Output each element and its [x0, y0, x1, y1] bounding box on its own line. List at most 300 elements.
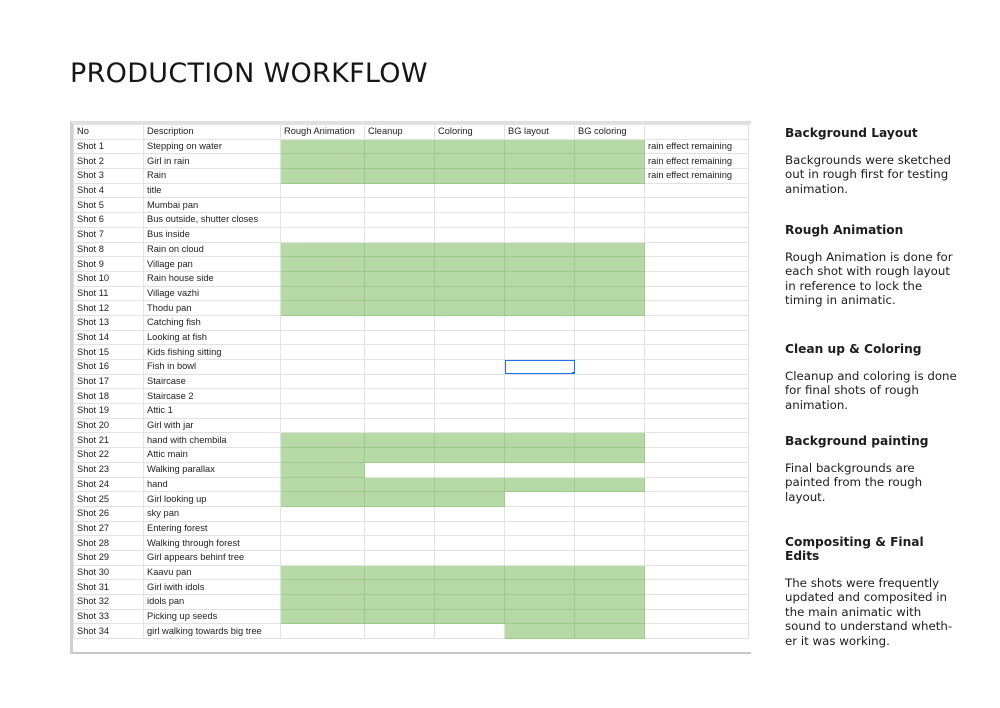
status-cell[interactable]: [435, 609, 505, 624]
status-cell[interactable]: [365, 257, 435, 272]
status-cell[interactable]: [281, 389, 365, 404]
status-cell[interactable]: [435, 139, 505, 154]
description-cell[interactable]: Girl looking up: [144, 492, 281, 507]
table-row: [74, 345, 749, 360]
status-cell[interactable]: [281, 462, 365, 477]
status-cell[interactable]: [505, 609, 575, 624]
status-cell[interactable]: [365, 477, 435, 492]
status-cell[interactable]: [365, 271, 435, 286]
status-cell[interactable]: [281, 139, 365, 154]
remark-cell[interactable]: [645, 462, 749, 477]
status-cell[interactable]: [365, 521, 435, 536]
status-cell[interactable]: [365, 154, 435, 169]
status-cell[interactable]: [575, 315, 645, 330]
status-cell[interactable]: [505, 492, 575, 507]
status-cell[interactable]: [575, 242, 645, 257]
table-row: [74, 433, 749, 448]
remark-cell[interactable]: [645, 404, 749, 419]
shot-number-cell[interactable]: Shot 5: [74, 198, 144, 213]
status-cell[interactable]: [281, 242, 365, 257]
status-cell[interactable]: [575, 595, 645, 610]
status-cell[interactable]: [575, 506, 645, 521]
status-cell[interactable]: [435, 183, 505, 198]
remark-cell[interactable]: [645, 624, 749, 639]
note-body: Rough Animation is done for each shot with rough layout in reference to lock the timing in animatic.: [785, 250, 953, 308]
note-heading: Compositing & Final Edits: [785, 535, 924, 563]
status-cell[interactable]: [281, 315, 365, 330]
description-cell[interactable]: Mumbai pan: [144, 198, 281, 213]
description-cell[interactable]: title: [144, 183, 281, 198]
status-cell[interactable]: [281, 492, 365, 507]
remark-cell[interactable]: [645, 374, 749, 389]
description-cell[interactable]: Staircase 2: [144, 389, 281, 404]
status-cell[interactable]: [281, 536, 365, 551]
status-cell[interactable]: [505, 169, 575, 184]
remark-cell[interactable]: [645, 418, 749, 433]
status-cell[interactable]: [575, 374, 645, 389]
table-row: [74, 477, 749, 492]
status-cell[interactable]: [281, 374, 365, 389]
status-cell[interactable]: [365, 198, 435, 213]
status-cell[interactable]: [575, 213, 645, 228]
shot-number-cell[interactable]: Shot 32: [74, 595, 144, 610]
status-cell[interactable]: [435, 345, 505, 360]
status-cell[interactable]: [505, 227, 575, 242]
status-cell[interactable]: [575, 580, 645, 595]
status-cell[interactable]: [365, 565, 435, 580]
status-cell[interactable]: [435, 286, 505, 301]
description-cell[interactable]: Walking through forest: [144, 536, 281, 551]
description-cell[interactable]: idols pan: [144, 595, 281, 610]
status-cell[interactable]: [575, 330, 645, 345]
description-cell[interactable]: Rain: [144, 169, 281, 184]
description-cell[interactable]: Catching fish: [144, 315, 281, 330]
shot-number-cell[interactable]: Shot 3: [74, 169, 144, 184]
column-header[interactable]: Description: [144, 125, 281, 140]
status-cell[interactable]: [281, 257, 365, 272]
status-cell[interactable]: [365, 389, 435, 404]
status-cell[interactable]: [505, 624, 575, 639]
shot-number-cell[interactable]: Shot 29: [74, 550, 144, 565]
status-cell[interactable]: [505, 315, 575, 330]
shot-number-cell[interactable]: Shot 16: [74, 360, 144, 375]
status-cell[interactable]: [281, 477, 365, 492]
status-cell[interactable]: [575, 227, 645, 242]
table-row: [74, 565, 749, 580]
remark-cell[interactable]: [645, 448, 749, 463]
remark-cell[interactable]: [645, 550, 749, 565]
shot-number-cell[interactable]: Shot 33: [74, 609, 144, 624]
status-cell[interactable]: [505, 404, 575, 419]
remark-cell[interactable]: [645, 330, 749, 345]
status-cell[interactable]: [505, 183, 575, 198]
status-cell[interactable]: [505, 536, 575, 551]
description-cell[interactable]: Looking at fish: [144, 330, 281, 345]
status-cell[interactable]: [365, 183, 435, 198]
column-header[interactable]: Cleanup: [365, 125, 435, 140]
shot-number-cell[interactable]: Shot 7: [74, 227, 144, 242]
note-heading: Clean up & Coloring: [785, 342, 922, 356]
status-cell[interactable]: [365, 609, 435, 624]
table-row: [74, 595, 749, 610]
remark-cell[interactable]: [645, 198, 749, 213]
remark-cell[interactable]: [645, 345, 749, 360]
production-spreadsheet[interactable]: [70, 121, 751, 654]
status-cell[interactable]: [435, 550, 505, 565]
description-cell[interactable]: Staircase: [144, 374, 281, 389]
status-cell[interactable]: [281, 506, 365, 521]
table-row: [74, 492, 749, 507]
status-cell[interactable]: [365, 433, 435, 448]
column-header[interactable]: [645, 125, 749, 140]
note-body: Cleanup and coloring is done for final shots of rough animation.: [785, 369, 957, 412]
status-cell[interactable]: [505, 565, 575, 580]
status-cell[interactable]: [435, 448, 505, 463]
status-cell[interactable]: [575, 448, 645, 463]
shot-number-cell[interactable]: Shot 10: [74, 271, 144, 286]
remark-cell[interactable]: [645, 536, 749, 551]
status-cell[interactable]: [505, 242, 575, 257]
status-cell[interactable]: [575, 301, 645, 316]
status-cell[interactable]: [281, 404, 365, 419]
status-cell[interactable]: [365, 315, 435, 330]
status-cell[interactable]: [365, 139, 435, 154]
status-cell[interactable]: [435, 580, 505, 595]
table-row: [74, 550, 749, 565]
remark-cell[interactable]: [645, 521, 749, 536]
status-cell[interactable]: [281, 301, 365, 316]
remark-cell[interactable]: [645, 242, 749, 257]
column-header[interactable]: No: [74, 125, 144, 140]
status-cell[interactable]: [281, 169, 365, 184]
shot-number-cell[interactable]: Shot 8: [74, 242, 144, 257]
status-cell[interactable]: [505, 433, 575, 448]
status-cell[interactable]: [575, 404, 645, 419]
remark-cell[interactable]: rain effect remaining: [645, 139, 749, 154]
remark-cell[interactable]: [645, 227, 749, 242]
status-cell[interactable]: [435, 492, 505, 507]
status-cell[interactable]: [505, 257, 575, 272]
shot-number-cell[interactable]: Shot 26: [74, 506, 144, 521]
status-cell[interactable]: [575, 198, 645, 213]
status-cell[interactable]: [505, 550, 575, 565]
status-cell[interactable]: [365, 624, 435, 639]
remark-cell[interactable]: [645, 271, 749, 286]
status-cell[interactable]: [435, 404, 505, 419]
description-cell[interactable]: hand: [144, 477, 281, 492]
status-cell[interactable]: [505, 345, 575, 360]
shot-number-cell[interactable]: Shot 23: [74, 462, 144, 477]
shot-number-cell[interactable]: Shot 21: [74, 433, 144, 448]
column-header[interactable]: BG layout: [505, 125, 575, 140]
status-cell[interactable]: [435, 198, 505, 213]
remark-cell[interactable]: [645, 492, 749, 507]
status-cell[interactable]: [575, 169, 645, 184]
remark-cell[interactable]: [645, 389, 749, 404]
remark-cell[interactable]: [645, 213, 749, 228]
remark-cell[interactable]: [645, 506, 749, 521]
status-cell[interactable]: [281, 624, 365, 639]
status-cell[interactable]: [365, 227, 435, 242]
status-cell[interactable]: [281, 183, 365, 198]
description-cell[interactable]: Rain house side: [144, 271, 281, 286]
status-cell[interactable]: [505, 301, 575, 316]
shot-number-cell[interactable]: Shot 30: [74, 565, 144, 580]
remark-cell[interactable]: [645, 565, 749, 580]
shot-number-cell[interactable]: Shot 13: [74, 315, 144, 330]
status-cell[interactable]: [365, 213, 435, 228]
description-cell[interactable]: Stepping on water: [144, 139, 281, 154]
status-cell[interactable]: [575, 477, 645, 492]
status-cell[interactable]: [435, 227, 505, 242]
status-cell[interactable]: [505, 448, 575, 463]
status-cell[interactable]: [281, 286, 365, 301]
status-cell[interactable]: [505, 271, 575, 286]
shot-number-cell[interactable]: Shot 6: [74, 213, 144, 228]
status-cell[interactable]: [435, 565, 505, 580]
status-cell[interactable]: [281, 360, 365, 375]
status-cell[interactable]: [575, 492, 645, 507]
description-cell[interactable]: girl walking towards big tree: [144, 624, 281, 639]
status-cell[interactable]: [505, 286, 575, 301]
description-cell[interactable]: hand with chembila: [144, 433, 281, 448]
status-cell[interactable]: [505, 360, 575, 375]
status-cell[interactable]: [505, 521, 575, 536]
status-cell[interactable]: [505, 580, 575, 595]
description-cell[interactable]: Picking up seeds: [144, 609, 281, 624]
shot-number-cell[interactable]: Shot 25: [74, 492, 144, 507]
status-cell[interactable]: [435, 169, 505, 184]
status-cell[interactable]: [281, 521, 365, 536]
shot-number-cell[interactable]: Shot 22: [74, 448, 144, 463]
status-cell[interactable]: [575, 624, 645, 639]
remark-cell[interactable]: [645, 183, 749, 198]
status-cell[interactable]: [575, 536, 645, 551]
table-row: [74, 301, 749, 316]
status-cell[interactable]: [365, 595, 435, 610]
status-cell[interactable]: [365, 418, 435, 433]
shot-number-cell[interactable]: Shot 11: [74, 286, 144, 301]
status-cell[interactable]: [281, 433, 365, 448]
status-cell[interactable]: [365, 169, 435, 184]
status-cell[interactable]: [575, 418, 645, 433]
status-cell[interactable]: [575, 139, 645, 154]
description-cell[interactable]: Village pan: [144, 257, 281, 272]
shot-number-cell[interactable]: Shot 15: [74, 345, 144, 360]
status-cell[interactable]: [365, 506, 435, 521]
status-cell[interactable]: [435, 433, 505, 448]
status-cell[interactable]: [575, 462, 645, 477]
description-cell[interactable]: Kaavu pan: [144, 565, 281, 580]
remark-cell[interactable]: [645, 360, 749, 375]
status-cell[interactable]: [435, 624, 505, 639]
status-cell[interactable]: [575, 521, 645, 536]
status-cell[interactable]: [505, 418, 575, 433]
remark-cell[interactable]: [645, 315, 749, 330]
status-cell[interactable]: [575, 286, 645, 301]
shot-number-cell[interactable]: Shot 12: [74, 301, 144, 316]
description-cell[interactable]: Girl with jar: [144, 418, 281, 433]
description-cell[interactable]: Girl iwith idols: [144, 580, 281, 595]
status-cell[interactable]: [435, 271, 505, 286]
status-cell[interactable]: [365, 242, 435, 257]
status-cell[interactable]: [575, 183, 645, 198]
status-cell[interactable]: [505, 462, 575, 477]
status-cell[interactable]: [365, 360, 435, 375]
status-cell[interactable]: [575, 609, 645, 624]
status-cell[interactable]: [435, 154, 505, 169]
status-cell[interactable]: [281, 227, 365, 242]
status-cell[interactable]: [575, 550, 645, 565]
status-cell[interactable]: [435, 330, 505, 345]
description-cell[interactable]: Thodu pan: [144, 301, 281, 316]
status-cell[interactable]: [505, 595, 575, 610]
status-cell[interactable]: [281, 345, 365, 360]
shot-number-cell[interactable]: Shot 2: [74, 154, 144, 169]
status-cell[interactable]: [281, 198, 365, 213]
status-cell[interactable]: [281, 271, 365, 286]
status-cell[interactable]: [505, 154, 575, 169]
status-cell[interactable]: [505, 477, 575, 492]
status-cell[interactable]: [281, 330, 365, 345]
status-cell[interactable]: [435, 595, 505, 610]
remark-cell[interactable]: rain effect remaining: [645, 169, 749, 184]
shot-number-cell[interactable]: Shot 9: [74, 257, 144, 272]
status-cell[interactable]: [575, 389, 645, 404]
remark-cell[interactable]: [645, 433, 749, 448]
status-cell[interactable]: [435, 315, 505, 330]
remark-cell[interactable]: [645, 477, 749, 492]
status-cell[interactable]: [435, 506, 505, 521]
note-body: The shots were frequently updated and composited in the main animatic with sound to understand wheth-er it was working.: [785, 576, 953, 648]
description-cell[interactable]: Girl in rain: [144, 154, 281, 169]
status-cell[interactable]: [365, 492, 435, 507]
shot-number-cell[interactable]: Shot 27: [74, 521, 144, 536]
description-cell[interactable]: Walking parallax: [144, 462, 281, 477]
status-cell[interactable]: [435, 389, 505, 404]
shot-number-cell[interactable]: Shot 19: [74, 404, 144, 419]
description-cell[interactable]: Attic 1: [144, 404, 281, 419]
remark-cell[interactable]: [645, 595, 749, 610]
status-cell[interactable]: [365, 301, 435, 316]
shot-number-cell[interactable]: Shot 28: [74, 536, 144, 551]
status-cell[interactable]: [365, 580, 435, 595]
remark-cell[interactable]: [645, 580, 749, 595]
shot-number-cell[interactable]: Shot 34: [74, 624, 144, 639]
table-row: [74, 198, 749, 213]
note-section: [785, 126, 960, 196]
status-cell[interactable]: [575, 154, 645, 169]
status-cell[interactable]: [435, 242, 505, 257]
description-cell[interactable]: Kids fishing sitting: [144, 345, 281, 360]
status-cell[interactable]: [435, 374, 505, 389]
status-cell[interactable]: [281, 213, 365, 228]
remark-cell[interactable]: rain effect remaining: [645, 154, 749, 169]
shot-number-cell[interactable]: Shot 31: [74, 580, 144, 595]
status-cell[interactable]: [575, 565, 645, 580]
column-header[interactable]: Rough Animation: [281, 125, 365, 140]
status-cell[interactable]: [365, 345, 435, 360]
status-cell[interactable]: [281, 550, 365, 565]
shot-number-cell[interactable]: Shot 4: [74, 183, 144, 198]
status-cell[interactable]: [365, 448, 435, 463]
status-cell[interactable]: [575, 271, 645, 286]
shot-number-cell[interactable]: Shot 1: [74, 139, 144, 154]
status-cell[interactable]: [435, 462, 505, 477]
status-cell[interactable]: [365, 330, 435, 345]
shot-number-cell[interactable]: Shot 18: [74, 389, 144, 404]
status-cell[interactable]: [505, 374, 575, 389]
table-row: [74, 271, 749, 286]
status-cell[interactable]: [281, 418, 365, 433]
remark-cell[interactable]: [645, 609, 749, 624]
status-cell[interactable]: [505, 506, 575, 521]
shot-number-cell[interactable]: Shot 24: [74, 477, 144, 492]
description-cell[interactable]: Fish in bowl: [144, 360, 281, 375]
status-cell[interactable]: [281, 154, 365, 169]
table-row: [74, 374, 749, 389]
status-cell[interactable]: [505, 389, 575, 404]
description-cell[interactable]: Attic main: [144, 448, 281, 463]
status-cell[interactable]: [575, 433, 645, 448]
shot-number-cell[interactable]: Shot 17: [74, 374, 144, 389]
remark-cell[interactable]: [645, 286, 749, 301]
remark-cell[interactable]: [645, 301, 749, 316]
status-cell[interactable]: [575, 360, 645, 375]
status-cell[interactable]: [505, 198, 575, 213]
status-cell[interactable]: [281, 580, 365, 595]
status-cell[interactable]: [505, 330, 575, 345]
status-cell[interactable]: [575, 257, 645, 272]
status-cell[interactable]: [365, 286, 435, 301]
note-body: Backgrounds were sketched out in rough first for testing animation.: [785, 153, 951, 196]
status-cell[interactable]: [435, 418, 505, 433]
status-cell[interactable]: [435, 521, 505, 536]
status-cell[interactable]: [281, 565, 365, 580]
shot-status-table[interactable]: [73, 124, 749, 639]
column-header[interactable]: BG coloring: [575, 125, 645, 140]
shot-number-cell[interactable]: Shot 14: [74, 330, 144, 345]
column-header[interactable]: Coloring: [435, 125, 505, 140]
status-cell[interactable]: [365, 536, 435, 551]
status-cell[interactable]: [281, 595, 365, 610]
status-cell[interactable]: [505, 213, 575, 228]
status-cell[interactable]: [365, 550, 435, 565]
shot-number-cell[interactable]: Shot 20: [74, 418, 144, 433]
status-cell[interactable]: [435, 301, 505, 316]
status-cell[interactable]: [435, 536, 505, 551]
status-cell[interactable]: [505, 139, 575, 154]
status-cell[interactable]: [365, 374, 435, 389]
description-cell[interactable]: Bus inside: [144, 227, 281, 242]
status-cell[interactable]: [435, 477, 505, 492]
remark-cell[interactable]: [645, 257, 749, 272]
status-cell[interactable]: [435, 257, 505, 272]
status-cell[interactable]: [435, 213, 505, 228]
status-cell[interactable]: [365, 462, 435, 477]
status-cell[interactable]: [281, 609, 365, 624]
status-cell[interactable]: [575, 345, 645, 360]
description-cell[interactable]: Girl appears behinf tree: [144, 550, 281, 565]
status-cell[interactable]: [281, 448, 365, 463]
status-cell[interactable]: [435, 360, 505, 375]
description-cell[interactable]: Rain on cloud: [144, 242, 281, 257]
status-cell[interactable]: [365, 404, 435, 419]
description-cell[interactable]: Bus outside, shutter closes: [144, 213, 281, 228]
description-cell[interactable]: sky pan: [144, 506, 281, 521]
description-cell[interactable]: Entering forest: [144, 521, 281, 536]
description-cell[interactable]: Village vazhi: [144, 286, 281, 301]
